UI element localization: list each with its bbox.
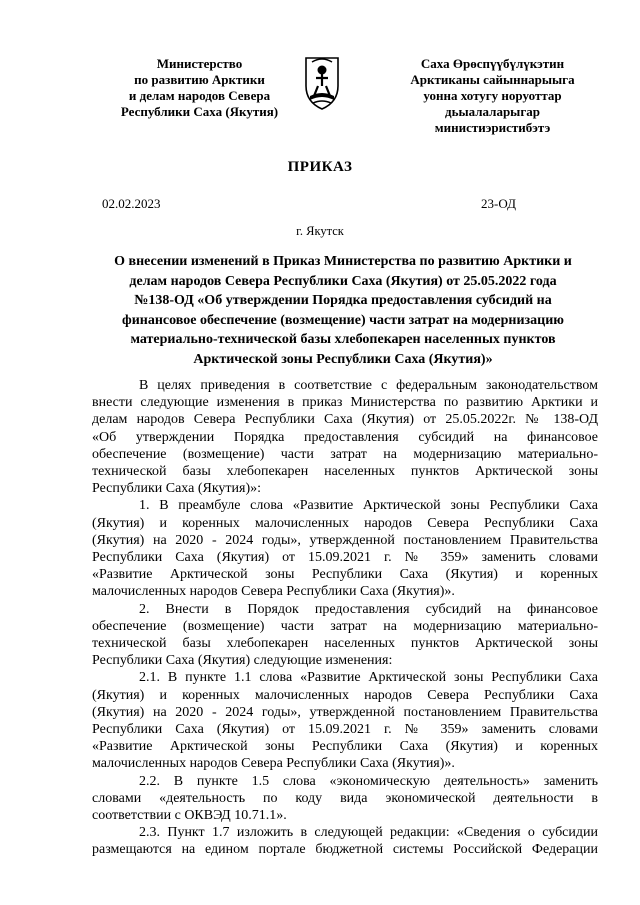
body-line: соответствии с ОКВЭД 10.71.1». [92, 808, 287, 824]
document-title: ПРИКАЗ [287, 159, 353, 175]
coat-of-arms-icon [298, 52, 346, 112]
body-line: (Якутия) и коренных малочисленных народов Севера Республики Саха [92, 687, 598, 703]
body-line: малочисленных народов Севера Республики Саха (Якутия)». [92, 756, 455, 772]
body-line: делам народов Севера Республики Саха (Якутия) от 25.05.2022г. № 138-ОД [92, 412, 598, 428]
body-line: технической базы хлебопекарен населенных пунктов Арктической зоны [92, 464, 598, 480]
body-line: В целях приведения в соответствие с федеральным законодательством [139, 378, 598, 393]
header-right-line: министиэристибэтэ [434, 120, 551, 135]
body-line: Республики Саха (Якутия) от 15.09.2021 г. № 359» заменить словами [92, 722, 598, 738]
header-right-line: Саха Өрөспүүбүлүкэтин [420, 56, 565, 71]
subject-line: Арктической зоны Республики Саха (Якутия)» [193, 351, 493, 367]
subject-line: финансовое обеспечение (возмещение) части затрат на модернизацию [122, 312, 564, 328]
subject-line: материально-технической базы хлебопекарен населенных пунктов [130, 332, 556, 348]
ministry-name-yakut [380, 56, 605, 136]
header-right-line: Арктиканы сайыннарыыга [410, 72, 575, 87]
body-line: (Якутия) и коренных малочисленных народов Севера Республики Саха [92, 515, 598, 531]
body-line: «Об утверждении Порядка предоставления субсидий на финансовое [92, 429, 598, 445]
order-date: 02.02.2023 [102, 196, 161, 211]
body-line: Республики Саха (Якутия) следующие изменения: [92, 653, 393, 669]
body-line: 2. Внести в Порядок предоставления субсидий на финансовое [139, 601, 598, 617]
header-right-line: дьыалаларыгар [445, 104, 540, 119]
order-city: г. Якутск [296, 224, 344, 238]
header-left-line: Республики Саха (Якутия) [120, 104, 279, 119]
body-line: Республики Саха (Якутия)»: [92, 481, 262, 497]
body-line: 2.1. В пункте 1.1 слова «Развитие Арктической зоны Республики Саха [139, 670, 598, 686]
subject-line: О внесении изменений в Приказ Министерства по развитию Арктики и [114, 254, 572, 269]
ministry-name-russian [92, 56, 307, 120]
order-subject [88, 252, 598, 370]
body-line: внести следующие изменения в приказ Министерства по развитию Арктики и [92, 395, 598, 411]
body-line: обеспечение (возмещение) части затрат на модернизацию материально- [92, 618, 598, 634]
body-line: технической базы хлебопекарен населенных пунктов Арктической зоны [92, 636, 598, 652]
body-line: малочисленных народов Севера Республики Саха (Якутия)». [92, 584, 455, 600]
body-line: размещаются на едином портале бюджетной системы Российской Федерации [92, 842, 598, 858]
body-line: «Развитие Арктической зоны Республики Саха (Якутия) и коренных [92, 739, 598, 755]
body-line: (Якутия) на 2020 - 2024 годы», утвержденной постановлением Правительства [92, 532, 598, 548]
body-line: 1. В преамбуле слова «Развитие Арктической зоны Республики Саха [139, 498, 598, 514]
header-left-line: Министерство [156, 56, 243, 71]
body-line: (Якутия) на 2020 - 2024 годы», утвержденной постановлением Правительства [92, 704, 598, 720]
subject-line: №138-ОД «Об утверждении Порядка предоставления субсидий на [134, 293, 552, 309]
body-line: словами «деятельность по коду вида экономической деятельности в [92, 790, 598, 806]
header-left-line: и делам народов Севера [128, 88, 271, 103]
body-line: «Развитие Арктической зоны Республики Саха (Якутия) и коренных [92, 567, 598, 583]
header-left-line: по развитию Арктики [134, 72, 265, 87]
header-right-line: уонна хотугу норуоттар [423, 88, 562, 103]
body-line: Республики Саха (Якутия) от 15.09.2021 г. № 359» заменить словами [92, 550, 598, 566]
body-line: 2.2. В пункте 1.5 слова «экономическую деятельность» заменить [139, 773, 598, 789]
order-number: 23-ОД [481, 196, 516, 211]
subject-line: делам народов Севера Республики Саха (Якутия) от 25.05.2022 года [129, 273, 557, 289]
body-line: 2.3. Пункт 1.7 изложить в следующей редакции: «Сведения о субсидии [139, 825, 598, 841]
order-body [92, 377, 598, 859]
body-line: обеспечение (возмещение) части затрат на модернизацию материально- [92, 446, 598, 462]
